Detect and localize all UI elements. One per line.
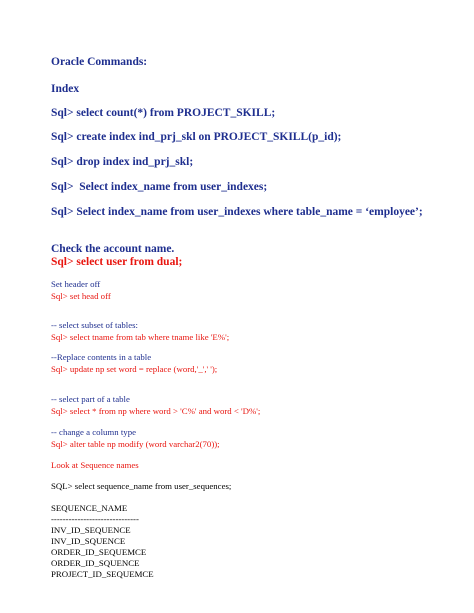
- command-drop-index: Sql> drop index ind_prj_skl;: [51, 156, 194, 168]
- command-select-user: Sql> select user from dual;: [51, 256, 183, 268]
- index-section-title: Index: [51, 83, 80, 95]
- command-select-tname: Sql> select tname from tab where tname like 'E%';: [51, 332, 230, 342]
- sequence-names-label: Look at Sequence names: [51, 460, 139, 470]
- command-select-indexes: Sql> Select index_name from user_indexes;: [51, 181, 268, 193]
- result-row: INV_ID_SQUENCE: [51, 536, 126, 546]
- command-set-head: Sql> set head off: [51, 291, 111, 301]
- command-alter: Sql> alter table np modify (word varchar2(70));: [51, 439, 220, 449]
- set-header-label: Set header off: [51, 279, 101, 289]
- select-part-label: -- select part of a table: [51, 394, 130, 404]
- result-header: SEQUENCE_NAME: [51, 503, 128, 513]
- command-select-sequences: SQL> select sequence_name from user_sequences;: [51, 481, 232, 491]
- command-update: Sql> update np set word = replace (word,'_',' ');: [51, 364, 218, 374]
- command-count: Sql> select count(*) from PROJECT_SKILL;: [51, 107, 276, 119]
- subset-tables-label: -- select subset of tables:: [51, 320, 138, 330]
- check-account-label: Check the account name.: [51, 243, 175, 255]
- result-separator: ------------------------------: [51, 514, 139, 524]
- result-row: ORDER_ID_SEQUEMCE: [51, 547, 147, 557]
- result-row: ORDER_ID_SQUENCE: [51, 558, 140, 568]
- result-row: INV_ID_SEQUENCE: [51, 525, 131, 535]
- command-select-part: Sql> select * from np where word > 'C%' and word < 'D%';: [51, 406, 261, 416]
- document-heading: Oracle Commands:: [51, 56, 148, 68]
- command-select-indexes-where: Sql> Select index_name from user_indexes where table_name = ‘employee’;: [51, 206, 423, 218]
- change-column-label: -- change a column type: [51, 427, 137, 437]
- replace-label: --Replace contents in a table: [51, 352, 152, 362]
- command-create-index: Sql> create index ind_prj_skl on PROJECT_SKILL(p_id);: [51, 131, 342, 143]
- result-row: PROJECT_ID_SEQUEMCE: [51, 569, 154, 579]
